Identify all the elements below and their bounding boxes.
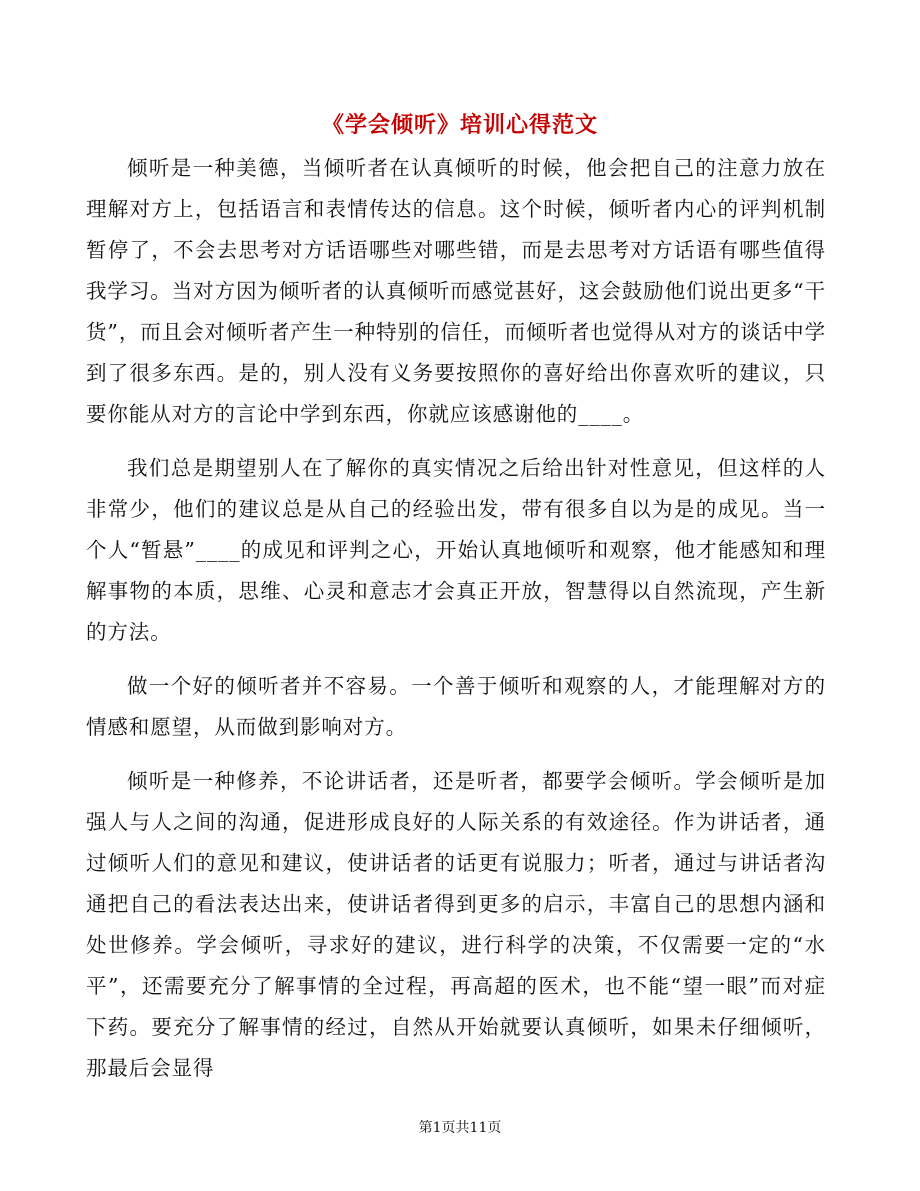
page-footer: 第1页共11页: [418, 1120, 502, 1136]
document-title: 《学会倾听》培训心得范文: [321, 112, 598, 138]
paragraph: 倾听是一种修养，不论讲话者，还是听者，都要学会倾听。学会倾听是加强人与人之间的沟通，促进形成良好的人际关系的有效途径。作为讲话者，通过倾听人们的意见和建议，使讲话者的话更有说服力；听者，通过与讲话者沟通把自己的看法表达出来，使讲话者得到更多的启示，丰富自己的思想内涵和处世修养。学会倾听，寻求好的建议，进行科学的决策，不仅需要一定的“水平”，还需要充分了解事情的全过程，再高超的医术，也不能“望一眼”而对症下药。要充分了解事情的经过，自然从开始就要认真倾听，如果未仔细倾听，那最后会显得: [86, 769, 826, 1080]
paragraph: 倾听是一种美德，当倾听者在认真倾听的时候，他会把自己的注意力放在理解对方上，包括语言和表情传达的信息。这个时候，倾听者内心的评判机制暂停了，不会去思考对方话语哪些对哪些错，而是去思考对方话语有哪些值得我学习。当对方因为倾听者的认真倾听而感觉甚好，这会鼓励他们说出更多“干货”，而且会对倾听者产生一种特别的信任，而倾听者也觉得从对方的谈话中学到了很多东西。是的，别人没有义务要按照你的喜好给出你喜欢听的建议，只要你能从对方的言论中学到东西，你就应该感谢他的____。: [86, 156, 826, 426]
paragraph: 做一个好的倾听者并不容易。一个善于倾听和观察的人，才能理解对方的情感和愿望，从而做到影响对方。: [86, 674, 826, 739]
document-body: [86, 148, 826, 1102]
paragraph: 我们总是期望别人在了解你的真实情况之后给出针对性意见，但这样的人非常少，他们的建议总是从自己的经验出发，带有很多自以为是的成见。当一个人“暂悬”____的成见和评判之心，开始认真地倾听和观察，他才能感知和理解事物的本质，思维、心灵和意志才会真正开放，智慧得以自然流现，产生新的方法。: [86, 456, 826, 644]
